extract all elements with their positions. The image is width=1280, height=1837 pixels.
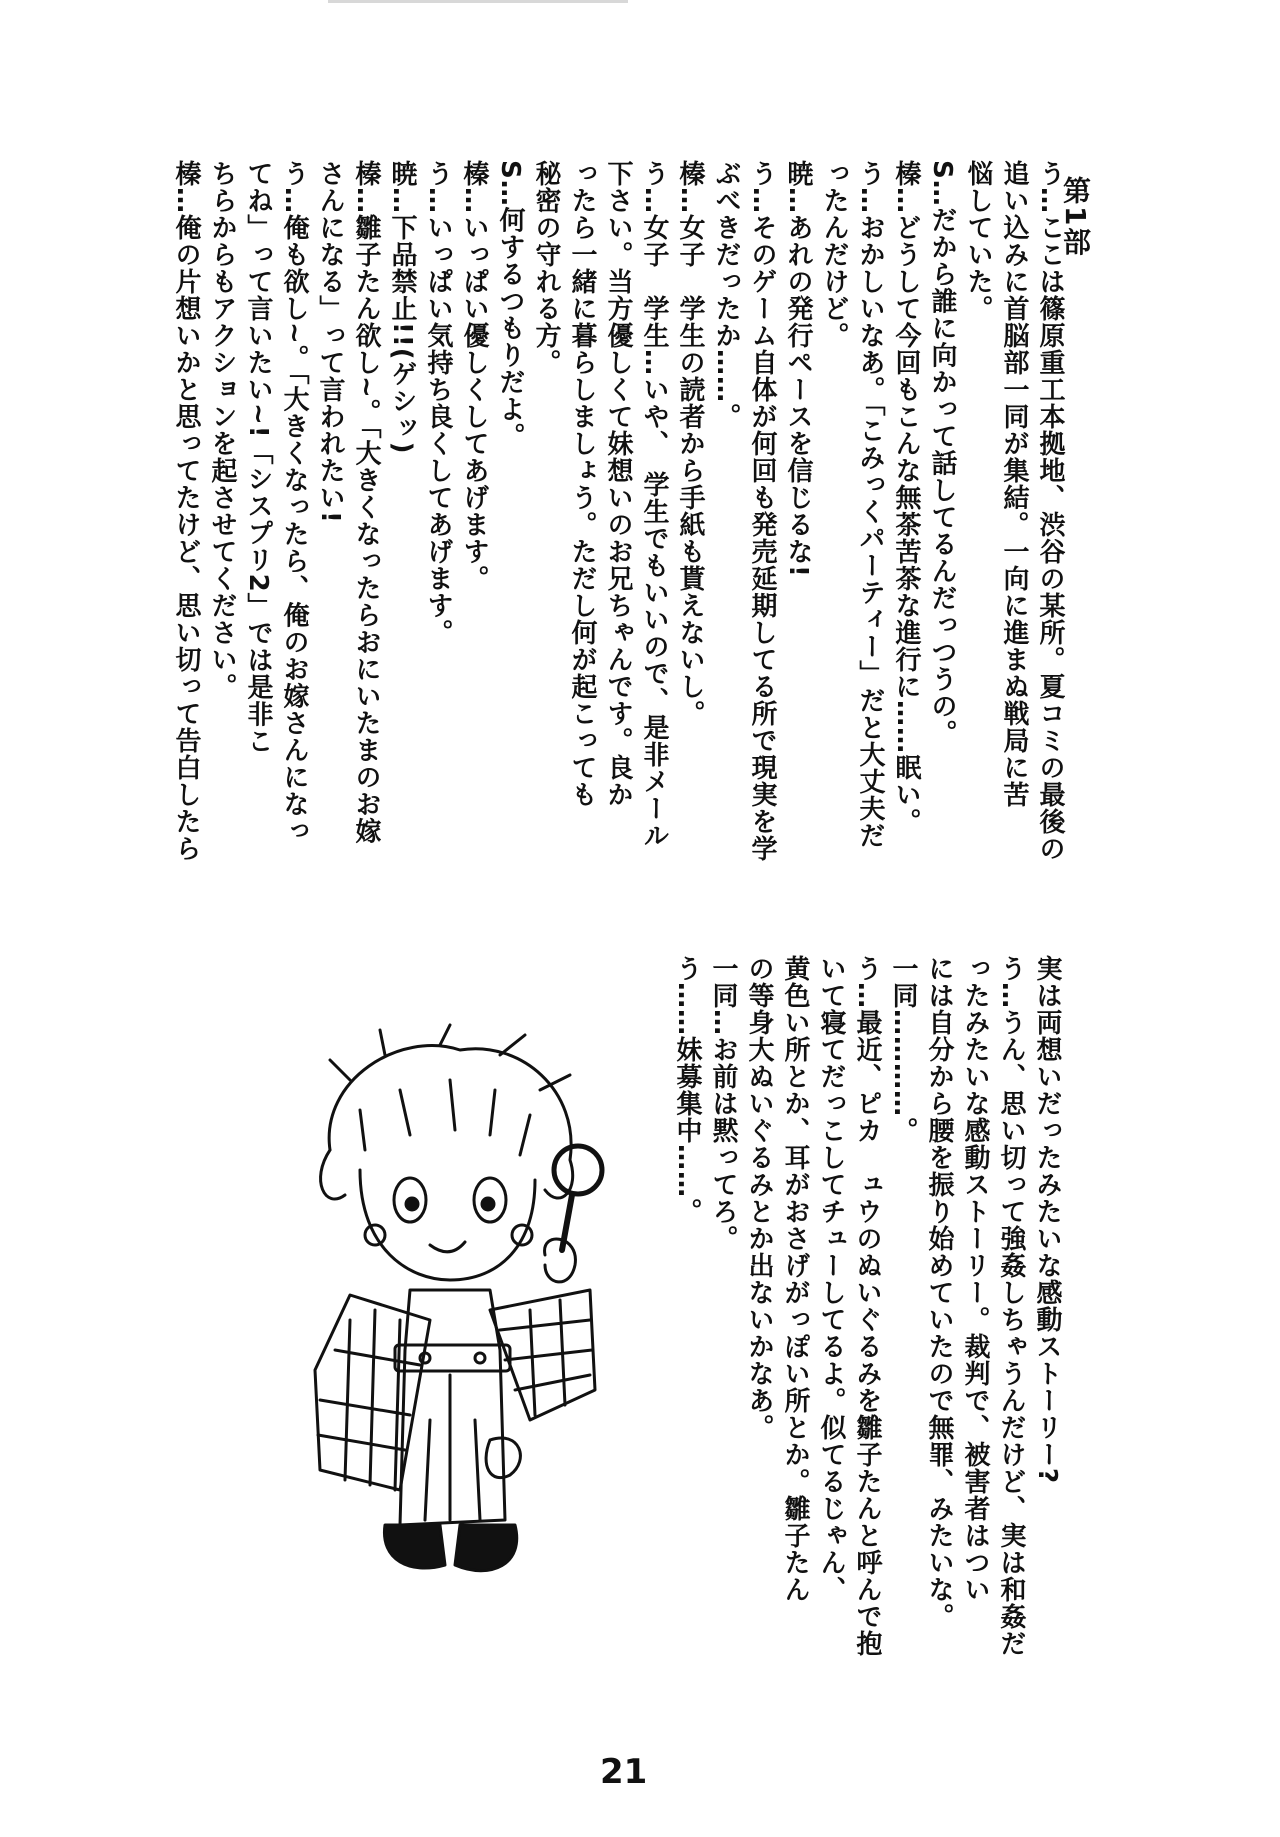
text-line: ったんだけど。 bbox=[819, 160, 849, 349]
text-line: 榛…雛子たん欲し~。「大きくなったらおにいたまのお嫁 bbox=[351, 160, 381, 845]
text-line: 榛…俺の片想いかと思ってたけど、思い切って告白したら bbox=[171, 160, 201, 862]
text-line: 暁…下品禁止!!(ゲシッ) bbox=[387, 160, 417, 455]
page-number: 21 bbox=[600, 1752, 648, 1792]
text-line: 一同…お前は黙ってろ。 bbox=[708, 955, 738, 1252]
text-line: 榛…いっぱい優しくしてあげます。 bbox=[459, 160, 489, 592]
text-line: 秘密の守れる方。 bbox=[531, 160, 561, 376]
text-line: 一同…………。 bbox=[888, 955, 918, 1144]
text-line: う…うん、思い切って強姦しちゃうんだけど、実は和姦だ bbox=[996, 955, 1026, 1657]
text-line: S…だから誰に向かって話してるんだっつうの。 bbox=[927, 160, 957, 747]
text-line: S…何するつもりだよ。 bbox=[495, 160, 525, 450]
text-line: う…そのゲーム自体が何回も発売延期してる所で現実を学 bbox=[747, 160, 777, 862]
text-line: ぶべきだったか……。 bbox=[711, 160, 741, 430]
text-line: う…女子 学生…いや、 学生でもいいので、是非メール bbox=[639, 160, 669, 849]
text-line: いて寝てだっこしてチューしてるよ。似てるじゃん、 bbox=[816, 955, 846, 1603]
text-line: 榛…女子 学生の読者から手紙も貰えないし。 bbox=[675, 160, 705, 727]
lower-columns bbox=[669, 955, 1065, 1657]
upper-columns bbox=[168, 160, 1068, 860]
text-line: さんになる」って言われたい! bbox=[315, 160, 345, 524]
text-line: 黄色い所とか、耳がおさげがっぽい所とか。雛子たん bbox=[780, 955, 810, 1603]
text-line: 榛…どうして今回もこんな無茶苦茶な進行に……眠い。 bbox=[891, 160, 921, 835]
text-line: う…最近、ピカ ュウのぬいぐるみを雛子たんと呼んで抱 bbox=[852, 955, 882, 1657]
text-line: 下さい。当方優しくて妹想いのお兄ちゃんです。良か bbox=[603, 160, 633, 808]
text-line: う…いっぱい気持ち良くしてあげます。 bbox=[423, 160, 453, 646]
text-line: う…ここは篠原重工本拠地、渋谷の某所。夏コミの最後の bbox=[1035, 160, 1065, 862]
section-heading: 第1部 bbox=[1059, 176, 1092, 258]
text-line: 実は両想いだったみたいな感動ストーリー? bbox=[1032, 955, 1062, 1485]
text-line: 暁…あれの発行ペースを信じるな! bbox=[783, 160, 813, 578]
character-illustration bbox=[290, 1020, 620, 1610]
text-line: 追い込みに首脳部一同が集結。一向に進まぬ戦局に苦 bbox=[999, 160, 1029, 808]
text-line: ちらからもアクションを起させてください。 bbox=[207, 160, 237, 700]
text-line: ったら一緒に暮らしましょう。ただし何が起こっても bbox=[567, 160, 597, 808]
top-rule bbox=[328, 0, 628, 3]
text-line: ったみたいな感動ストーリー。裁判で、被害者はつい bbox=[960, 955, 990, 1603]
text-line: う…俺も欲し~。「大きくなったら、俺のお嫁さんになっ bbox=[279, 160, 309, 845]
text-line: てね」って言いたい~!「シスプリ2」では是非こ bbox=[243, 160, 273, 755]
text-line: う……妹募集中……。 bbox=[672, 955, 702, 1225]
text-line: には自分から腰を振り始めていたので無罪、みたいな。 bbox=[924, 955, 954, 1630]
text-line: の等身大ぬいぐるみとか出ないかなあ。 bbox=[744, 955, 774, 1441]
text-line: う…おかしいなあ。「こみっくパーティー」だと大丈夫だ bbox=[855, 160, 885, 849]
text-line: 悩していた。 bbox=[963, 160, 993, 322]
